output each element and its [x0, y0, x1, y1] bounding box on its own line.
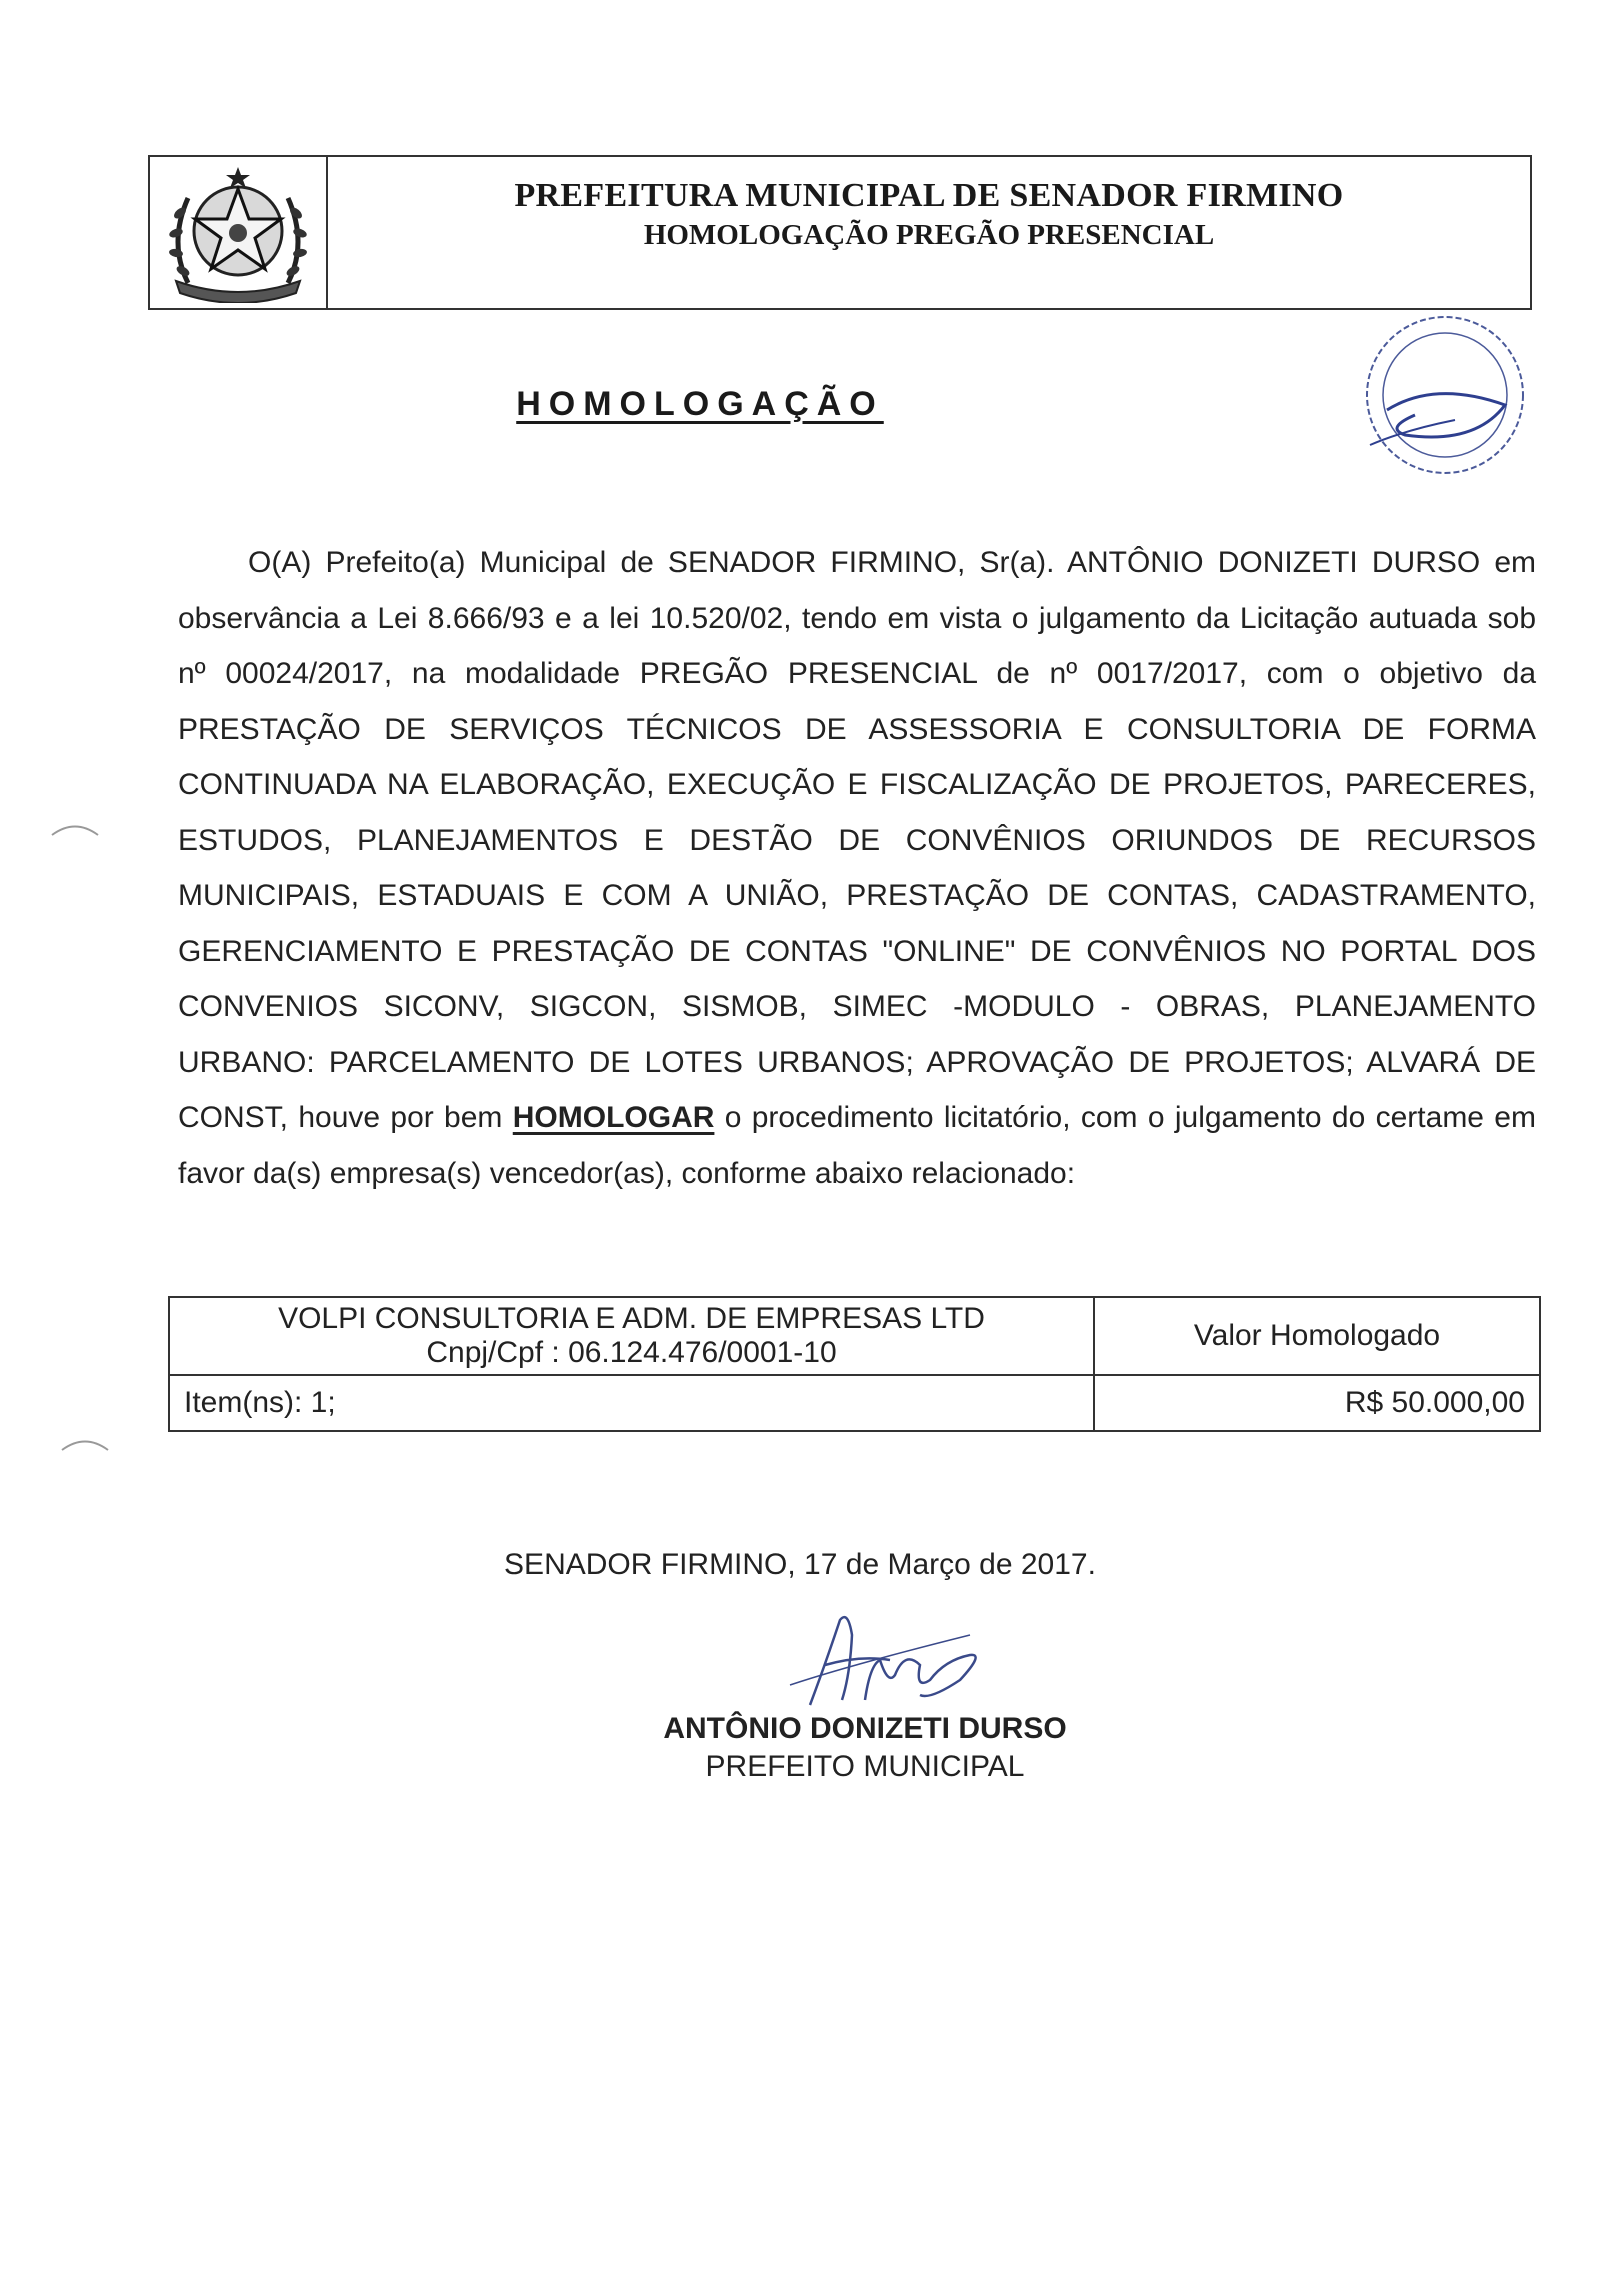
items-cell: Item(ns): 1; [169, 1375, 1094, 1431]
place-date: SENADOR FIRMINO, 17 de Março de 2017. [504, 1548, 1096, 1581]
homologation-result-table [168, 1296, 1541, 1432]
paragraph-text-after: o procedimento licitatório, com o julgamento do certame em favor da(s) empresa(s) vencedor(as), conforme abaixo relacionado: [178, 1101, 1536, 1190]
table-row [169, 1375, 1540, 1431]
value-header-cell: Valor Homologado [1094, 1297, 1540, 1375]
handwritten-signature [770, 1605, 1000, 1715]
table-row [169, 1297, 1540, 1375]
winning-company-cell [169, 1297, 1094, 1375]
document-title: HOMOLOGAÇÃO [516, 385, 884, 423]
homologar-emphasis: HOMOLOGAR [512, 1101, 715, 1134]
paragraph-text-before: O(A) Prefeito(a) Municipal de SENADOR FIRMINO, Sr(a). ANTÔNIO DONIZETI DURSO em observância a Lei 8.666/93 e a lei 10.520/02, tendo em vista o julgamento da Licitação autuada sob nº 00024/2017, na modalidade PREGÃO PRESENCIAL de nº 0017/2017, com o objetivo da PRESTAÇÃO DE SERVIÇOS TÉCNICOS DE ASSESSORIA E CONSULTORIA DE FORMA CONTINUADA NA ELABORAÇÃO, EXECUÇÃO E FISCALIZAÇÃO DE PROJETOS, PARECERES, ESTUDOS, PLANEJAMENTOS E DESTÃO DE CONVÊNIOS ORIUNDOS DE RECURSOS MUNICIPAIS, ESTADUAIS E COM A UNIÃO, PRESTAÇÃO DE CONTAS, CADASTRAMENTO, GERENCIAMENTO E PRESTAÇÃO DE CONTAS "ONLINE" DE CONVÊNIOS NO PORTAL DOS CONVENIOS SICONV, SIGCON, SISMOB, SIMEC -MODULO - OBRAS, PLANEJAMENTO URBANO: PARCELAMENTO DE LOTES URBANOS; APROVAÇÃO DE PROJETOS; ALVARÁ DE CONST, houve por bem [178, 546, 1536, 1134]
company-cnpj: Cnpj/Cpf : 06.124.476/0001-10 [426, 1336, 837, 1369]
punch-hole-mark [50, 820, 100, 840]
document-type-subtitle: HOMOLOGAÇÃO PREGÃO PRESENCIAL [643, 219, 1215, 251]
signer-role: PREFEITO MUNICIPAL [705, 1750, 1025, 1783]
coat-of-arms-emblem [150, 157, 328, 308]
coat-of-arms-icon [158, 163, 318, 303]
municipality-title: PREFEITURA MUNICIPAL DE SENADOR FIRMINO [514, 177, 1344, 214]
punch-hole-mark [60, 1435, 110, 1455]
signer-name: ANTÔNIO DONIZETI DURSO [663, 1712, 1067, 1745]
company-name: VOLPI CONSULTORIA E ADM. DE EMPRESAS LTD [278, 1302, 985, 1335]
homologation-paragraph [178, 535, 1536, 1201]
document-header [148, 155, 1532, 310]
amount-cell: R$ 50.000,00 [1094, 1375, 1540, 1431]
